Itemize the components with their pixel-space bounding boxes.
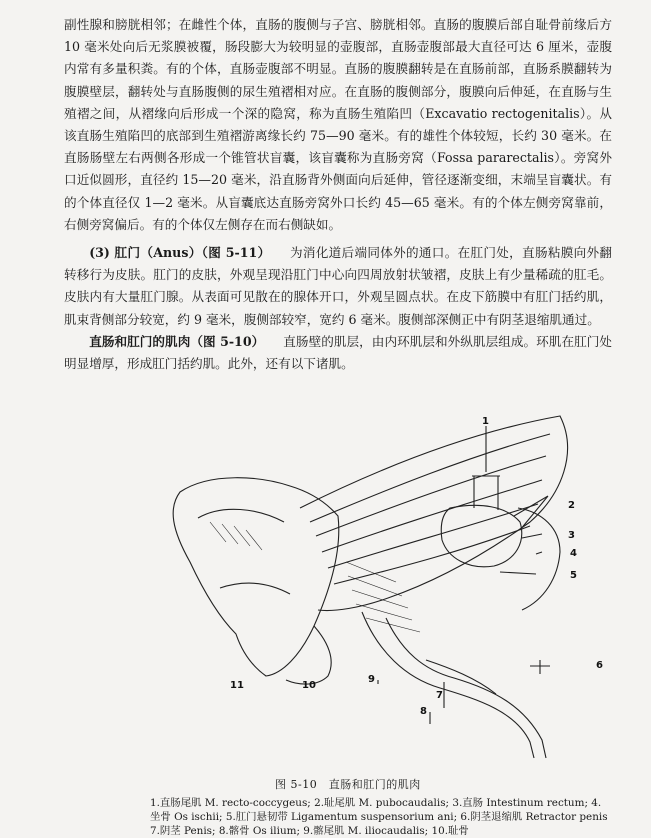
figure-label-6: 6 (596, 660, 603, 671)
figure-label-2: 2 (568, 500, 575, 511)
figure-label-11: 11 (230, 680, 244, 691)
paragraph-anus-text: 为消化道后端同体外的通口。在肛门处，直肠粘膜向外翻转移行为皮肤。肛门的皮肤，外观呈现沿肛门中心向四周放射状皱褶，皮肤上有少量稀疏的肛毛。皮肤内有大量肛门腺。从表面可见散在的腺体开口，外观呈圆点状。在皮下筋膜中有肛门括约肌，肌束背侧部分较宽，约 9 毫米，腹侧部较窄，宽约 6 毫米。腹侧部深侧正中有阴茎退缩肌通过。 (64, 245, 613, 327)
heading-muscles: 直肠和肛门的肌肉（图 5-10） (89, 333, 258, 349)
muscle-fan (300, 416, 568, 611)
anatomical-figure (150, 412, 620, 764)
figure-caption: 图 5-10 直肠和肛门的肌肉 (275, 778, 421, 791)
paragraph-rectum: 副性腺和膀胱相邻；在雌性个体，直肠的腹侧与子宫、膀胱相邻。直肠的腹膜后部自耻骨前缘后方 10 毫米处向后无浆膜被覆，肠段膨大为较明显的壶腹部，直肠壶腹部最大直径可达 6 厘米，壶腹内常有多量积粪。有的个体，直肠壶腹部不明显。直肠的腹膜翻转是在直肠前部，直肠系膜翻转为腹膜壁层，翻转处与直肠腹侧的尿生殖褶相对应。在直肠的腹侧部分，腹膜向后伸延，在直肠与生殖褶之间，从褶缘向后形成一个深的隐窝，称为直肠生殖陷凹（Excavatio rectogenitalis）。从该直肠生殖陷凹的底部到生殖褶游离缘长约 75—90 毫米。有的雄性个体较短，长约 30 毫米。在直肠肠壁左右两侧各形成一个锥管状盲囊，该盲囊称为直肠旁窝（Fossa pararectalis）。旁窝外口近似圆形，直径约 15—20 毫米，沿直肠背外侧面向后延伸，管径逐渐变细，末端呈盲囊状。有的个体直径仅 1—2 毫米。从盲囊底达直肠旁窝外口长约 45—65 毫米。有的个体左侧旁窝靠前，右侧旁窝偏后。有的个体仅左侧存在而右侧缺如。 (64, 17, 612, 232)
heading-anus: (3) 肛门（Anus）（图 5-11） (89, 245, 265, 261)
figure-label-4: 4 (570, 548, 577, 559)
legend-line-1: 1.直肠尾肌 M. recto-coccygeus; 2.耻尾肌 M. pubocaudalis; 3.直肠 Intestinum rectum; 4. (150, 797, 602, 809)
legend-line-3: 7.阴茎 Penis; 8.髂骨 Os ilium; 9.髂尾肌 M. iliocaudalis; 10.耻骨 (150, 825, 469, 837)
paragraph-anus (64, 242, 612, 331)
paragraph-muscles (64, 331, 612, 375)
figure-label-10: 10 (302, 680, 316, 691)
leader-lines (378, 426, 550, 724)
figure-label-8: 8 (420, 706, 427, 717)
figure-label-1: 1 (482, 416, 489, 427)
figure-label-7: 7 (436, 690, 443, 701)
pelvis-outline (173, 478, 339, 676)
penis-curve (362, 612, 534, 758)
figure-label-group (230, 416, 603, 717)
figure-legend (150, 796, 620, 838)
figure-label-3: 3 (568, 530, 575, 541)
legend-line-2: 坐骨 Os ischii; 5.肛门悬韧带 Ligamentum suspensorium ani; 6.阴茎退缩肌 Retractor penis (150, 811, 608, 823)
paragraph-muscles-text: 直肠壁的肌层，由内环肌层和外纵肌层组成。环肌在肛门处明显增厚，形成肛门括约肌。此外，还有以下诸肌。 (64, 333, 612, 372)
figure-label-5: 5 (570, 570, 577, 581)
figure-drawing (150, 412, 620, 764)
body-text (64, 14, 612, 375)
ischium-outline (518, 508, 560, 610)
figure-label-9: 9 (368, 674, 375, 685)
